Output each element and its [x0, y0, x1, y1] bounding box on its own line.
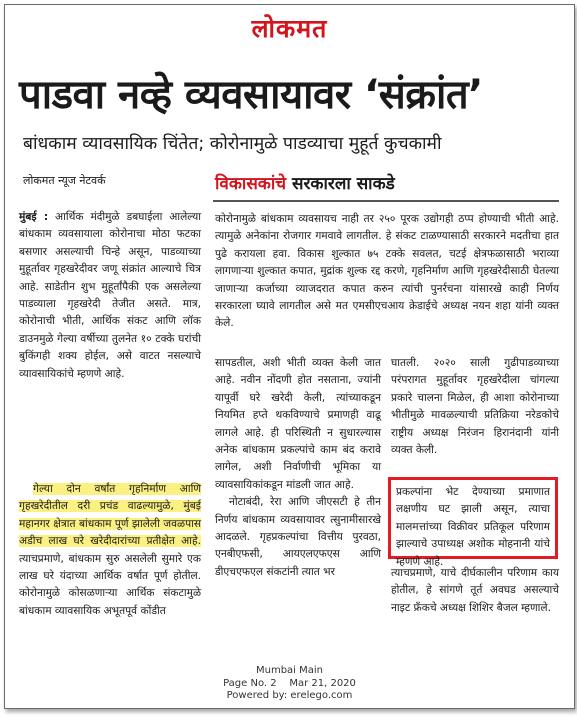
column-1-top — [19, 209, 201, 383]
headline: पाडवा नव्हे व्यवसायावर ‘संक्रांत’ — [19, 72, 483, 118]
section-title-black: सरकारला साकडे — [291, 174, 395, 194]
pull-quote-text: प्रकल्पांना भेट देण्याच्या प्रमाणात लक्षणीय घट झाली असून, त्याचा मालमत्तांच्या विक्रीवर प्रतिकूल परिणाम झाल्याचे उपाध्यक्ष अशोक मोहनानी यांचे म्हणणे आहे. — [396, 486, 550, 568]
pull-quote-box — [388, 477, 558, 568]
column-1-rest: त्याचप्रमाणे, बांधकाम सुरु असलेली सुमारे एक लाख घरे यंदाच्या आर्थिक वर्षात पूर्ण होतील. कोरोनामुळे कोसळणाऱ्या आर्थिक संकटामुळे बांधकाम व्यावसायिक अभूतपूर्व कोंडीत — [19, 552, 201, 617]
footer-powered-by: Powered by: erelego.com — [226, 690, 353, 701]
column-3-para-1: घातली. २०२० साली गुढीपाडव्याच्या परंपरागत मुहूर्तावर गृहखरेदीला चांगल्या प्रकारे चालना मिळेल, ही आशा कोरोनाच्या भीतीमुळे मावळल्याची प्रतिक्रिया नरेडकोचे राष्ट्रीय अध्यक्ष निरंजन हिरानंदानी यांनी व्यक्त केली. — [391, 357, 559, 457]
section-title — [215, 171, 395, 194]
newspaper-clipping — [4, 4, 575, 709]
column-2 — [215, 355, 381, 581]
section-title-red: विकासकांचे — [215, 174, 287, 194]
column-2-para-2: नोटाबंदी, रेरा आणि जीएसटी हे तीन निर्णय बांधकाम व्यवसायावर त्सुनामीसारखे आदळले. गृहप्रकल्पांचा वित्तीय पुरवठा, एनबीएफसी, आयएलएफएस आणि डीएचएफएल संकटांनी त्यात भर — [215, 496, 381, 578]
section-divider — [213, 200, 559, 202]
highlighted-text: गेल्या दोन वर्षांत गृहनिर्माण आणि गृहखरेदीतील दरी प्रचंड वाढल्यामुळे, मुंबई महानगर क्षेत्रात बांधकाम पूर्ण झालेली जवळपास अडीच लाख घरे खरेदीदारांच्या प्रतीक्षेत आहे. — [19, 483, 201, 548]
masthead-logo: लोकमत — [251, 14, 328, 43]
intro-text: आर्थिक मंदीमुळे डबघाईला आलेल्या बांधकाम व्यवसायाला कोरोनाचा मोठा फटका बसणार असल्याची चिन्हे असून, पाडव्याच्या मुहूर्तावर गृहखरेदीवर जणू संक्रांत आल्याचे चित्र आहे. साडेतीन शुभ मुहूर्तांपैकी एक असलेल्या पाडव्याला गृहखरेदी तेजीत असते. मात्र, कोरोनाची भीती, आर्थिक संकट आणि लॉक डाउनमुळे गेल्या वर्षीच्या तुलनेत १० टक्के घरांची बुकिंगही शक्य होईल, असे वाटत नसल्याचे व्यावसायिकांचे म्हणणे आहे. — [19, 211, 201, 380]
column-1-bottom — [19, 481, 201, 620]
dateline: मुंबई : — [19, 211, 49, 223]
page-footer — [5, 665, 574, 703]
footer-page-info: Page No. 2 Mar 21, 2020 — [223, 677, 356, 689]
column-2-para-1: सापडतील, अशी भीती व्यक्त केली जात आहे. नवीन नोंदणी होत नसताना, ज्यांनी यापूर्वी घरे खरेदी केली, त्यांच्याकडून नियमित हप्ते थकविण्याचे प्रमाणही वाढू लागले आहे. ही परिस्थिती न सुधारल्यास अनेक बांधकाम प्रकल्पांचे काम बंद करावे लागेल, अशी निर्वाणीची भूमिका या व्यावसायिकांकडून मांडली जात आहे. — [215, 357, 381, 491]
column-3 — [391, 355, 559, 459]
section-paragraph: कोरोनामुळे बांधकाम व्यवसायच नाही तर २५० पूरक उद्योगही ठप्प होण्याची भीती आहे. त्यामुळे अनेकांना रोजगार गमवावे लागतील. हे संकट टाळण्यासाठी सरकारने मदतीचा हात पुढे करायला हवा. विकास शुल्कात ७५ टक्के सवलत, चटई क्षेत्रफळासाठी भराव्या लागणाऱ्या शुल्कात कपात, मुद्रांक शुल्क रद्द करणे, गृहनिर्माण आणि गृहखरेदीसाठी घेतल्या जाणाऱ्या कर्जाच्या व्याजदरात कपात करुन त्यांची पुनर्रचना यांसारखे काही निर्णय सरकारला घ्यावे लागतील असे मत एमसीएचआय क्रेडाईचे अध्यक्ष नयन शहा यांनी व्यक्त केले. — [215, 213, 559, 330]
intro-paragraph — [19, 209, 201, 383]
byline: लोकमत न्यूज नेटवर्क — [23, 174, 106, 187]
subheadline: बांधकाम व्यावसायिक चिंतेत; कोरोनामुळे पाडव्याचा मुहूर्त कुचकामी — [23, 134, 442, 154]
footer-edition: Mumbai Main — [255, 665, 323, 676]
highlight-paragraph — [19, 481, 201, 620]
column-3-bottom — [391, 565, 559, 617]
column-3-para-2: त्याचप्रमाणे, याचे दीर्घकालीन परिणाम काय होतील, हे सांगणे तूर्त अवघड असल्याचे नाइट फ्रँकचे अध्यक्ष शिशिर बैजल म्हणाले. — [391, 567, 559, 614]
